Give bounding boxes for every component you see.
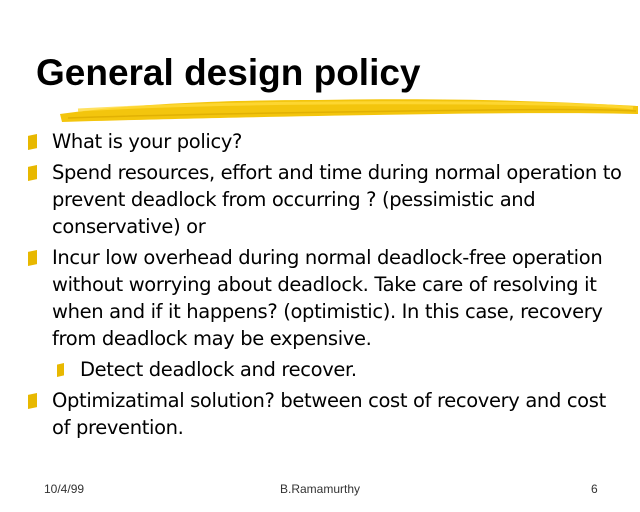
title-underline-brushstroke [58, 92, 640, 126]
sub-bullet-item [26, 356, 626, 383]
footer-date: 10/4/99 [44, 482, 85, 496]
bullet-list [26, 128, 626, 441]
bullet-item [26, 244, 626, 352]
bullet-text: What is your policy? [52, 130, 243, 153]
bullet-marker-icon [28, 165, 37, 181]
bullet-marker-icon [28, 393, 37, 409]
footer-page-number: 6 [591, 482, 598, 496]
slide-title: General design policy [36, 52, 421, 93]
sub-bullet-marker-icon [57, 363, 64, 377]
bullet-item [26, 387, 626, 441]
bullet-text: Spend resources, effort and time during normal operation to prevent deadlock from occurring ? (pessimistic and conservative) or [52, 161, 622, 238]
bullet-item [26, 159, 626, 240]
bullet-marker-icon [28, 134, 37, 150]
bullet-text: Optimizatimal solution? between cost of recovery and cost of prevention. [52, 389, 606, 439]
bullet-item [26, 128, 626, 155]
footer-author: B.Ramamurthy [280, 482, 361, 496]
bullet-marker-icon [28, 250, 37, 266]
sub-bullet-text: Detect deadlock and recover. [80, 358, 357, 381]
bullet-text: Incur low overhead during normal deadlock-free operation without worrying about deadlock. Take care of resolving it when and if it happens? (optimistic). In this case, recovery from deadlock may be expensive. [52, 246, 603, 350]
